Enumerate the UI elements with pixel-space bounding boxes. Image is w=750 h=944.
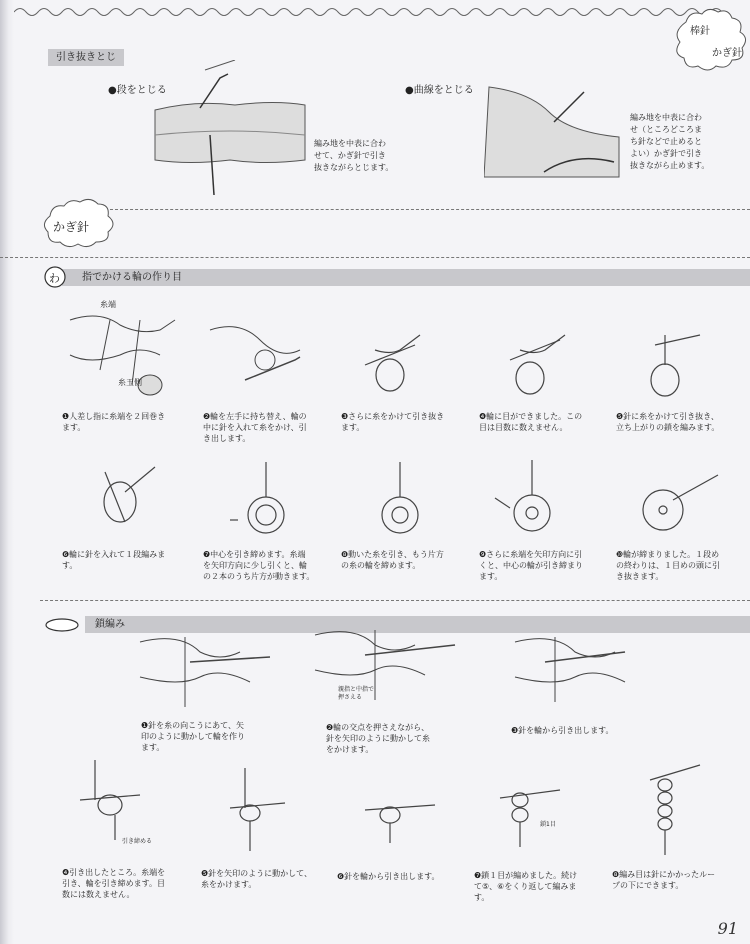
wa-step1-illustration: [60, 300, 185, 405]
section-divider-3: [40, 600, 750, 601]
section-divider-1: [110, 209, 750, 210]
kusari-step2-caption: ❷輪の交点を押さえながら、 針を矢印のように動かして糸 をかけます。: [326, 723, 430, 754]
wa-title: 指でかける輪の作り目: [82, 272, 182, 283]
kusari-step3-illustration: [505, 622, 630, 707]
label-oyayubi: 親指と中指で 押さえる: [338, 686, 375, 701]
kusari-step2-illustration: [305, 615, 465, 710]
wa-step6-caption: ❻輪に針を入れて１段編みま す。: [62, 550, 166, 570]
page-number: 91: [717, 919, 738, 938]
wavy-top-border: [14, 4, 750, 18]
dan-subtitle: ●段をとじる: [108, 85, 167, 96]
kyokusen-tojiru-illustration: [484, 82, 624, 182]
book-spine-shadow: [0, 0, 14, 944]
wa-step7-illustration: [228, 460, 303, 545]
wa-step7-caption: ❼中心を引き締めます。糸端 を矢印方向に少し引くと、輪 の２本のうち片方が動きます。: [203, 550, 315, 581]
kusari-step4-illustration: [70, 760, 170, 845]
kusari-step5-illustration: [215, 768, 290, 853]
wa-step4-illustration: [500, 330, 575, 400]
wa-step10-caption: ❿輪が締まりました。１段め の終わりは、１目めの頭に引 き抜きます。: [616, 550, 720, 581]
kusari-step1-caption: ❶針を糸の向こうにあて、矢 印のように動かして輪を作り ます。: [141, 721, 245, 752]
kusari-step4-caption: ❹引き出したところ。糸端を 引き、輪を引き締めます。目 数には数えません。: [62, 868, 166, 899]
kagibari-heading: かぎ針: [53, 220, 90, 234]
section-divider-2: [0, 257, 750, 258]
wa-step6-illustration: [85, 462, 165, 537]
kusari-step6-illustration: [355, 785, 445, 845]
wa-step10-illustration: [628, 465, 723, 545]
label-kusari1: 鎖1目: [540, 821, 556, 828]
tab-cloud-shape: [668, 6, 750, 72]
wa-symbol: わ: [49, 272, 60, 285]
kusari-title: 鎖編み: [95, 619, 125, 630]
kusari-step3-caption: ❸針を輪から引き出します。: [511, 726, 614, 735]
kusari-step8-illustration: [630, 760, 705, 860]
wa-step9-illustration: [490, 458, 570, 543]
label-hikishime: 引き締める: [122, 838, 153, 845]
dan-tojiru-illustration: [150, 60, 310, 195]
kusari-step1-illustration: [130, 622, 275, 712]
kyokusen-description: 編み地を中表に合わ せ（ところどころま ち針などで止めると よい）かぎ針で引き 抜きながら止めます。: [630, 113, 710, 170]
label-itotama: 糸玉側: [118, 378, 142, 387]
label-itohashi: 糸端: [100, 300, 116, 309]
wa-step1-caption: ❶人差し指に糸端を２回巻き ます。: [62, 412, 166, 432]
wa-step3-caption: ❸さらに糸をかけて引き抜き ます。: [341, 412, 445, 432]
kusari-step5-caption: ❺針を矢印のように動かして、 糸をかけます。: [201, 869, 313, 889]
wa-step2-illustration: [205, 320, 305, 390]
kusari-oval-symbol: [44, 616, 80, 634]
tab-kagibari[interactable]: かぎ針: [712, 48, 742, 59]
wa-step5-illustration: [635, 325, 710, 405]
kusari-step8-caption: ❽編み目は針にかかったルー プの下にできます。: [612, 870, 716, 890]
tab-bobari[interactable]: 棒針: [690, 26, 710, 37]
wa-step9-caption: ❾さらに糸端を矢印方向に引 くと、中心の輪が引き締まり ます。: [479, 550, 583, 581]
kyokusen-subtitle: ●曲線をとじる: [405, 85, 474, 96]
kusari-step7-caption: ❼鎖１目が編めました。続け て⑤、⑥をくり返して編みま す。: [474, 871, 578, 902]
kusari-step7-illustration: [490, 780, 570, 855]
wa-step8-illustration: [362, 460, 437, 545]
wa-step8-caption: ❽動いた糸を引き、もう片方 の糸の輪を締めます。: [341, 550, 444, 570]
wa-step5-caption: ❺針に糸をかけて引き抜き、 立ち上がりの鎖を編みます。: [616, 412, 720, 432]
kusari-step6-caption: ❻針を輪から引き出します。: [337, 872, 440, 881]
wa-step3-illustration: [355, 330, 430, 400]
hikinuki-title: 引き抜きとじ: [48, 49, 124, 66]
wa-step2-caption: ❷輪を左手に持ち替え、輪の 中に針を入れて糸をかけ、引 き出します。: [203, 412, 307, 443]
wa-header: [62, 269, 750, 286]
wa-step4-caption: ❹輪に目ができました。この 目は目数に数えません。: [479, 412, 583, 432]
dan-description: 編み地を中表に合わ せて、かぎ針で引き 抜きながらとじます。: [314, 139, 394, 172]
